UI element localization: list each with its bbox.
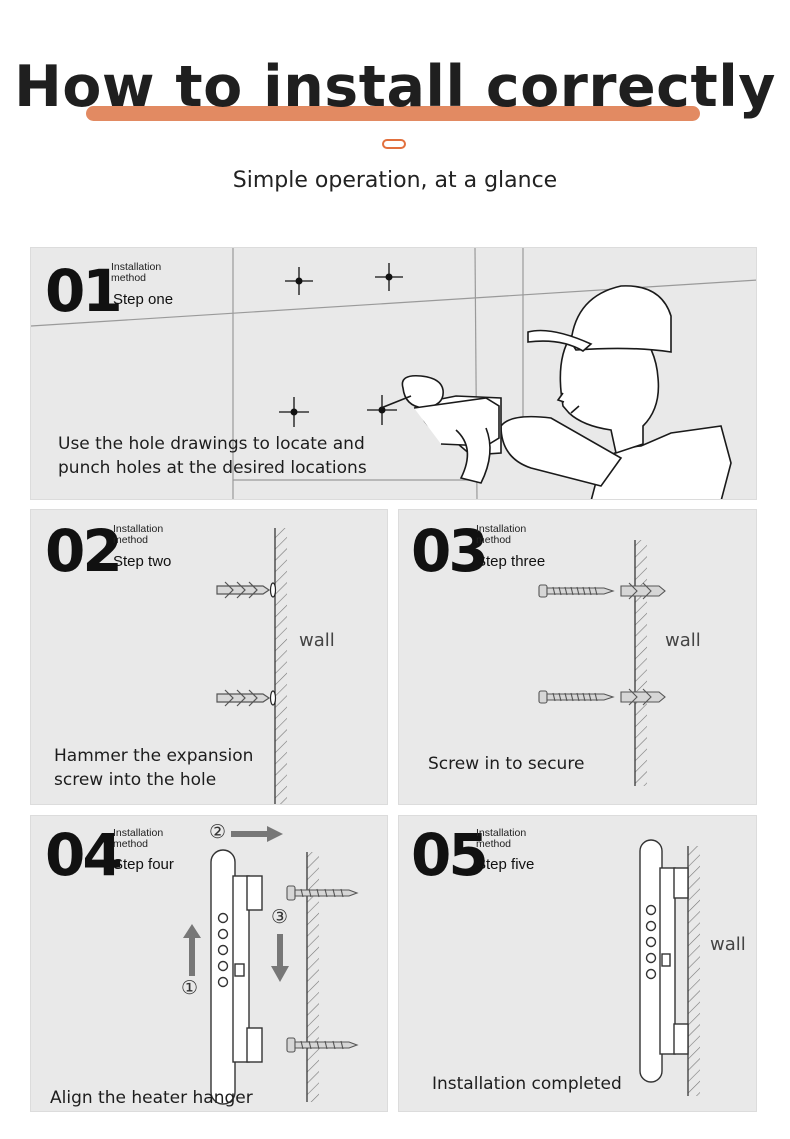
step-panel-5 bbox=[398, 815, 757, 1112]
wall-label: wall bbox=[299, 630, 335, 651]
wall-hatch bbox=[688, 846, 700, 1096]
marker-2: ② bbox=[209, 821, 227, 843]
step-title: Step four bbox=[113, 856, 174, 873]
step-panel-2 bbox=[30, 509, 388, 805]
step-description: Screw in to secure bbox=[428, 754, 585, 774]
step-description: Hammer the expansion screw into the hole bbox=[54, 746, 254, 790]
step-description: Use the hole drawings to locate and punch holes at the desired locations bbox=[58, 434, 367, 478]
step-label: Installation method bbox=[111, 261, 162, 284]
arrow-down-icon bbox=[271, 934, 289, 982]
step-description: Align the heater hanger bbox=[50, 1088, 253, 1108]
page-title: How to install correctly bbox=[14, 54, 776, 120]
wall-hatch bbox=[275, 528, 287, 805]
screws bbox=[287, 886, 357, 1052]
step-description: Installation completed bbox=[432, 1074, 622, 1094]
step-label: Installation method bbox=[476, 827, 527, 850]
crosshair-marks bbox=[279, 263, 403, 427]
step-title: Step two bbox=[113, 553, 172, 570]
heater-unit bbox=[640, 840, 688, 1082]
wall-hatch bbox=[635, 540, 647, 786]
step-label: Installation method bbox=[476, 523, 527, 546]
step-title: Step three bbox=[476, 553, 546, 570]
step-panel-3 bbox=[398, 509, 757, 805]
anchor-plugs bbox=[217, 582, 276, 706]
arrow-up-icon bbox=[183, 924, 201, 976]
wall-label: wall bbox=[710, 934, 746, 955]
step-panel-1 bbox=[30, 247, 757, 500]
step-panel-4 bbox=[30, 815, 388, 1112]
wall-label: wall bbox=[665, 630, 701, 651]
step-number: 04 bbox=[45, 821, 120, 889]
step-number: 02 bbox=[45, 517, 120, 585]
worker-figure bbox=[381, 286, 731, 500]
step-label: Installation method bbox=[113, 523, 164, 546]
marker-3: ③ bbox=[271, 906, 289, 928]
page-subtitle: Simple operation, at a glance bbox=[232, 168, 558, 193]
step-title: Step five bbox=[476, 856, 535, 873]
step-label: Installation method bbox=[113, 827, 164, 850]
step-number: 01 bbox=[45, 257, 120, 325]
header bbox=[0, 52, 790, 122]
heater-unit bbox=[211, 850, 262, 1104]
step-number: 05 bbox=[411, 821, 486, 889]
step-title: Step one bbox=[113, 291, 174, 308]
step-number: 03 bbox=[411, 517, 486, 585]
divider-pill bbox=[382, 139, 406, 149]
marker-1: ① bbox=[181, 977, 199, 999]
arrow-right-icon bbox=[231, 826, 283, 842]
